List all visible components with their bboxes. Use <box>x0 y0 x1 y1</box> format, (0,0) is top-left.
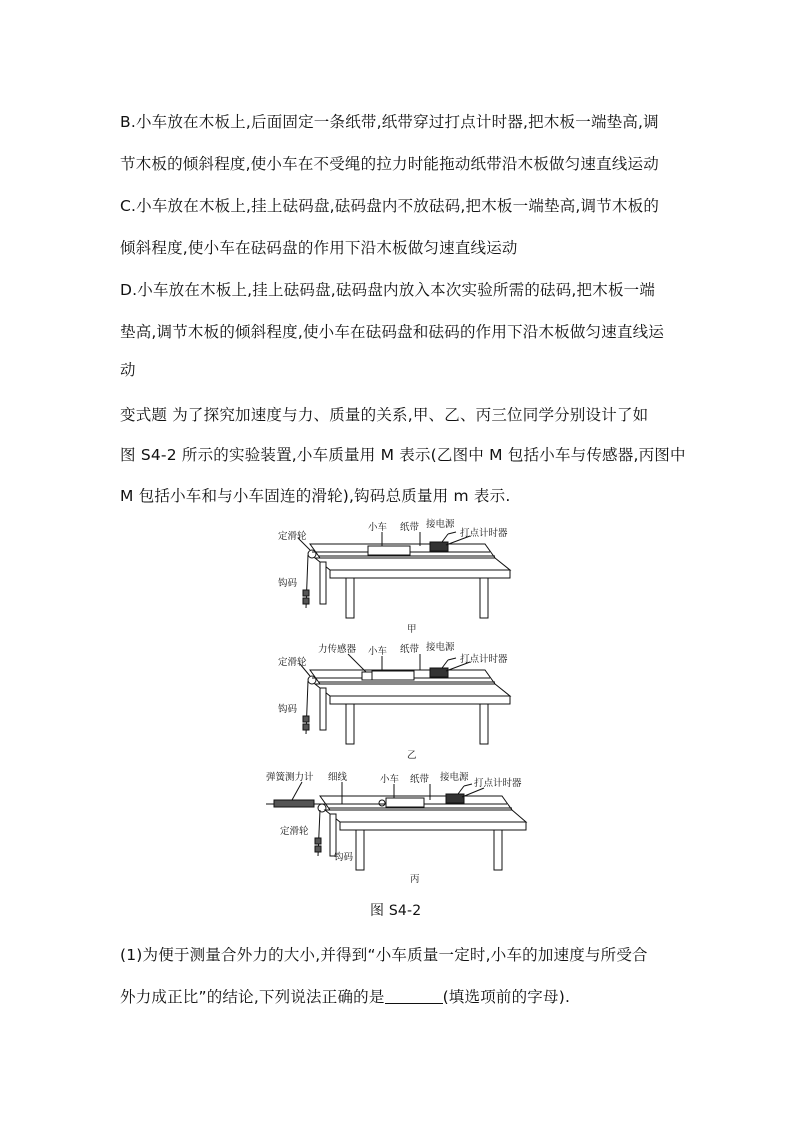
label-power: 接电源 <box>440 772 469 783</box>
label-tape: 纸带 <box>400 644 420 655</box>
panel-a-sublabel: 甲 <box>407 624 417 635</box>
answer-blank[interactable] <box>385 989 443 1004</box>
option-d-line-3: 动 <box>120 361 136 379</box>
label-cart: 小车 <box>368 646 388 657</box>
label-pulley: 定滑轮 <box>280 826 309 837</box>
label-string: 细线 <box>328 772 348 783</box>
figure-caption: 图 S4-2 <box>370 903 422 919</box>
option-c-line-1: C.小车放在木板上,挂上砝码盘,砝码盘内不放砝码,把木板一端垫高,调节木板的 <box>120 197 660 215</box>
label-cart: 小车 <box>368 522 388 533</box>
figure-panel-a <box>270 518 520 636</box>
option-d-line-1: D.小车放在木板上,挂上砝码盘,砝码盘内放入本次实验所需的砝码,把木板一端 <box>120 281 656 299</box>
figure-panel-b <box>270 640 520 762</box>
label-pulley: 定滑轮 <box>278 531 307 542</box>
panel-b-sublabel: 乙 <box>407 750 417 761</box>
label-timer: 打点计时器 <box>460 528 508 539</box>
question-1-line-1: (1)为便于测量合外力的大小,并得到“小车质量一定时,小车的加速度与所受合 <box>120 946 648 964</box>
label-hook: 钩码 <box>334 852 354 863</box>
option-d-line-2: 垫高,调节木板的倾斜程度,使小车在砝码盘和砝码的作用下沿木板做匀速直线运 <box>120 323 665 341</box>
option-c-line-2: 倾斜程度,使小车在砝码盘的作用下沿木板做匀速直线运动 <box>120 239 518 257</box>
variant-question-line-2: 图 S4-2 所示的实验装置,小车质量用 M 表示(乙图中 M 包括小车与传感器,丙图中 <box>120 446 686 464</box>
label-power: 接电源 <box>426 642 455 653</box>
label-timer: 打点计时器 <box>460 654 508 665</box>
figure-panel-c <box>262 768 532 886</box>
option-b-line-1: B.小车放在木板上,后面固定一条纸带,纸带穿过打点计时器,把木板一端垫高,调 <box>120 113 659 131</box>
question-1-line-2 <box>120 985 570 1007</box>
question-1-text-before-blank: 外力成正比”的结论,下列说法正确的是 <box>120 988 385 1006</box>
question-1-text-after-blank: (填选项前的字母). <box>442 988 571 1006</box>
option-b-line-2: 节木板的倾斜程度,使小车在不受绳的拉力时能拖动纸带沿木板做匀速直线运动 <box>120 155 659 173</box>
panel-c-sublabel: 丙 <box>410 874 420 885</box>
label-tape: 纸带 <box>410 774 430 785</box>
label-timer: 打点计时器 <box>474 778 522 789</box>
label-hook: 钩码 <box>278 578 298 589</box>
variant-question-line-1: 变式题 为了探究加速度与力、质量的关系,甲、乙、丙三位同学分别设计了如 <box>120 406 649 424</box>
label-force-sensor: 力传感器 <box>318 644 357 655</box>
label-pulley: 定滑轮 <box>278 657 307 668</box>
label-tape: 纸带 <box>400 522 420 533</box>
label-hook: 钩码 <box>278 704 298 715</box>
label-cart: 小车 <box>380 774 400 785</box>
label-power: 接电源 <box>426 519 455 530</box>
variant-question-line-3: M 包括小车和与小车固连的滑轮),钩码总质量用 m 表示. <box>120 487 511 505</box>
label-spring-scale: 弹簧测力计 <box>266 772 314 783</box>
